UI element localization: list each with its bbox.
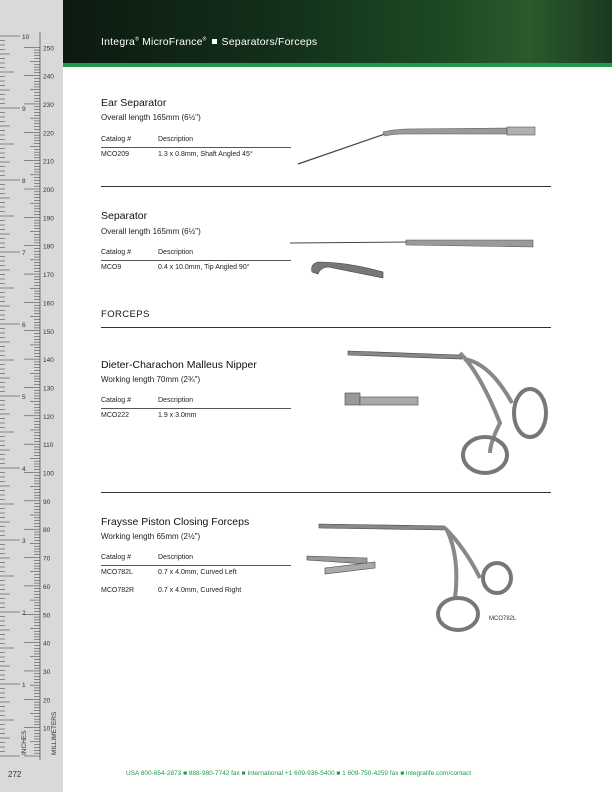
mm-label: 60 (43, 583, 51, 591)
table-row (101, 151, 291, 166)
section-divider (101, 327, 551, 328)
catalog-number: MCO9 (101, 264, 122, 271)
catalog-number: MCO782L (101, 569, 133, 576)
separator-image (288, 232, 538, 287)
product-name: MicroFrance (142, 36, 203, 48)
catalog-number: MCO782R (101, 587, 135, 594)
inch-label: 8 (22, 178, 26, 185)
section-divider (101, 186, 551, 187)
piston-forceps-table (101, 554, 291, 602)
inch-label: 9 (22, 106, 26, 113)
header-accent-bar (63, 63, 612, 67)
mm-label: 80 (43, 527, 51, 535)
mm-label: 180 (43, 243, 54, 251)
ear-separator-table (101, 136, 291, 166)
header-banner (63, 0, 612, 66)
mm-label: 240 (43, 73, 54, 81)
table-header (101, 136, 291, 148)
separator-title: Separator (101, 210, 148, 222)
description-column-header: Description (158, 249, 194, 256)
inches-axis-label: INCHES (21, 730, 28, 755)
section-name: Separators/Forceps (221, 36, 318, 48)
page-number: 272 (8, 770, 22, 779)
description-column-header: Description (158, 136, 194, 143)
mm-label: 230 (43, 101, 54, 109)
description-column-header: Description (158, 397, 194, 404)
brand-name: Integra (101, 36, 136, 48)
mm-label: 170 (43, 272, 54, 280)
inch-label: 10 (22, 34, 30, 41)
ruler-graphic (0, 0, 63, 792)
millimeters-axis-label: MILLIMETERS (51, 711, 58, 755)
mm-label: 10 (43, 725, 51, 733)
forceps-section-heading: FORCEPS (101, 309, 150, 320)
table-row (101, 569, 291, 584)
malleus-nipper-length: Working length 70mm (2¾") (101, 375, 201, 384)
catalog-number: MCO209 (101, 151, 130, 158)
table-header (101, 554, 291, 566)
inch-label: 1 (22, 682, 26, 689)
ear-separator-title: Ear Separator (101, 97, 167, 109)
ear-separator-length: Overall length 165mm (6½") (101, 113, 201, 122)
figure-label: MCO782L (489, 616, 517, 622)
mm-label: 30 (43, 668, 51, 676)
mm-label: 90 (43, 498, 51, 506)
piston-forceps-title: Fraysse Piston Closing Forceps (101, 516, 250, 528)
product-mark: ® (202, 36, 207, 43)
malleus-nipper-image (340, 343, 555, 478)
item-description: 0.7 x 4.0mm, Curved Left (158, 569, 237, 576)
mm-label: 140 (43, 357, 54, 365)
section-divider (101, 492, 551, 493)
mm-label: 250 (43, 45, 54, 53)
catalog-column-header: Catalog # (101, 136, 131, 143)
inch-label: 7 (22, 250, 26, 257)
inch-label: 2 (22, 610, 26, 617)
brand-mark: ® (135, 36, 139, 43)
mm-label: 20 (43, 697, 51, 705)
mm-label: 220 (43, 130, 54, 138)
inch-label: 4 (22, 466, 26, 473)
item-description: 1.3 x 0.8mm, Shaft Angled 45° (158, 151, 253, 158)
catalog-number: MCO222 (101, 412, 130, 419)
mm-label: 160 (43, 300, 54, 308)
inch-label: 3 (22, 538, 26, 545)
separator-table (101, 249, 291, 279)
mm-label: 210 (43, 158, 54, 166)
ear-separator-image (295, 120, 540, 170)
mm-label: 110 (43, 442, 54, 450)
separator-length: Overall length 165mm (6½") (101, 227, 201, 236)
item-description: 1.9 x 3.0mm (158, 412, 197, 419)
malleus-nipper-title: Dieter-Charachon Malleus Nipper (101, 359, 257, 371)
inch-label: 6 (22, 322, 26, 329)
catalog-column-header: Catalog # (101, 249, 131, 256)
item-description: 0.7 x 4.0mm, Curved Right (158, 587, 242, 594)
catalog-column-header: Catalog # (101, 554, 131, 561)
description-column-header: Description (158, 554, 194, 561)
page-title (101, 36, 317, 48)
item-description: 0.4 x 10.0mm, Tip Angled 90° (158, 264, 250, 271)
mm-label: 100 (43, 470, 54, 478)
mm-label: 70 (43, 555, 51, 563)
table-header (101, 249, 291, 261)
catalog-column-header: Catalog # (101, 397, 131, 404)
bullet-separator (212, 39, 217, 44)
mm-label: 150 (43, 328, 54, 336)
mm-label: 200 (43, 187, 54, 194)
table-row (101, 412, 291, 427)
mm-label: 130 (43, 385, 54, 393)
measurement-ruler (0, 0, 63, 792)
footer-contact-info: USA 800-654-2873 ■ 888-980-7742 fax ■ International +1 609-936-5400 ■ 1 609-750-4259 fax ■ integralife.com/contact (126, 770, 472, 777)
malleus-nipper-table (101, 397, 291, 427)
piston-forceps-length: Working length 65mm (2½") (101, 532, 201, 541)
inch-label: 5 (22, 394, 26, 401)
mm-label: 50 (43, 612, 51, 620)
table-header (101, 397, 291, 409)
table-row (101, 587, 291, 602)
mm-label: 120 (43, 413, 54, 421)
table-row (101, 264, 291, 279)
mm-label: 190 (43, 215, 54, 223)
mm-label: 40 (43, 640, 51, 648)
